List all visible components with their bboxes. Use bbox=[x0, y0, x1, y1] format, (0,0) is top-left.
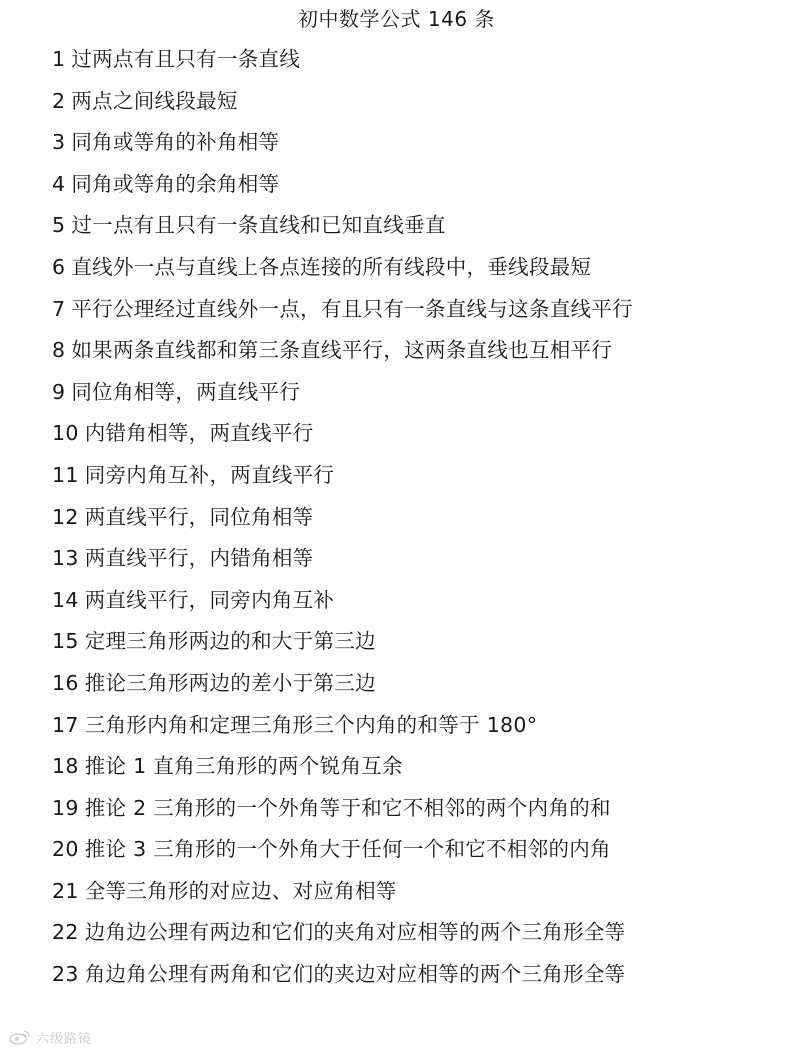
list-item bbox=[52, 500, 772, 542]
item-text: 同角或等角的补角相等 bbox=[71, 130, 280, 155]
list-item bbox=[52, 84, 772, 126]
list-item bbox=[52, 874, 772, 916]
list-item bbox=[52, 749, 772, 791]
item-text: 定理三角形两边的和大于第三边 bbox=[84, 629, 376, 654]
list-item bbox=[52, 832, 772, 874]
item-number: 6 bbox=[52, 254, 66, 279]
item-text: 两直线平行，同旁内角互补 bbox=[84, 587, 335, 612]
item-number: 12 bbox=[52, 504, 79, 529]
item-text: 直线外一点与直线上各点连接的所有线段中，垂线段最短 bbox=[71, 254, 592, 279]
item-text: 内错角相等，两直线平行 bbox=[84, 421, 314, 446]
list-item bbox=[52, 292, 772, 334]
list-item bbox=[52, 208, 772, 250]
item-text: 推论三角形两边的差小于第三边 bbox=[84, 670, 376, 695]
list-item bbox=[52, 333, 772, 375]
item-number: 2 bbox=[52, 88, 66, 113]
item-number: 17 bbox=[52, 712, 79, 737]
document-title: 初中数学公式 146 条 bbox=[298, 7, 495, 31]
item-number: 13 bbox=[52, 546, 79, 571]
item-text: 过一点有且只有一条直线和已知直线垂直 bbox=[71, 213, 446, 238]
list-item bbox=[52, 541, 772, 583]
list-item bbox=[52, 791, 772, 833]
item-text: 两直线平行，内错角相等 bbox=[84, 546, 314, 571]
list-item bbox=[52, 167, 772, 209]
item-text: 三角形内角和定理三角形三个内角的和等于 180° bbox=[84, 712, 538, 737]
item-text: 同角或等角的余角相等 bbox=[71, 171, 280, 196]
item-number: 5 bbox=[52, 213, 66, 238]
item-number: 1 bbox=[52, 47, 66, 71]
item-text: 平行公理经过直线外一点，有且只有一条直线与这条直线平行 bbox=[71, 296, 633, 321]
item-number: 15 bbox=[52, 629, 79, 654]
list-item bbox=[52, 957, 772, 999]
item-number: 9 bbox=[52, 379, 66, 404]
item-text: 两直线平行，同位角相等 bbox=[84, 504, 314, 529]
item-text: 推论 3 三角形的一个外角大于任何一个和它不相邻的内角 bbox=[84, 837, 611, 862]
list-item bbox=[52, 666, 772, 708]
list-item bbox=[52, 915, 772, 957]
watermark bbox=[8, 1026, 92, 1048]
item-number: 20 bbox=[52, 837, 79, 862]
item-number: 22 bbox=[52, 920, 79, 945]
list-item bbox=[52, 583, 772, 625]
item-number: 23 bbox=[52, 962, 79, 987]
watermark-text: 六级路镜 bbox=[36, 1031, 93, 1047]
list-item bbox=[52, 42, 772, 84]
item-number: 21 bbox=[52, 878, 79, 903]
item-text: 过两点有且只有一条直线 bbox=[71, 47, 301, 71]
item-number: 19 bbox=[52, 795, 79, 820]
list-item bbox=[52, 375, 772, 417]
item-number: 4 bbox=[52, 171, 66, 196]
list-item bbox=[52, 416, 772, 458]
item-text: 角边角公理有两角和它们的夹边对应相等的两个三角形全等 bbox=[84, 962, 626, 987]
item-text: 推论 2 三角形的一个外角等于和它不相邻的两个内角的和 bbox=[84, 795, 611, 820]
item-number: 7 bbox=[52, 296, 66, 321]
list-item bbox=[52, 624, 772, 666]
list-item bbox=[52, 125, 772, 167]
item-text: 同位角相等，两直线平行 bbox=[71, 379, 301, 404]
list-item bbox=[52, 458, 772, 500]
item-text: 如果两条直线都和第三条直线平行，这两条直线也互相平行 bbox=[71, 338, 613, 363]
list-item bbox=[52, 250, 772, 292]
formula-list bbox=[52, 42, 772, 999]
item-number: 18 bbox=[52, 754, 79, 779]
list-item bbox=[52, 708, 772, 750]
item-text: 边角边公理有两边和它们的夹角对应相等的两个三角形全等 bbox=[84, 920, 626, 945]
item-number: 11 bbox=[52, 462, 79, 487]
item-number: 3 bbox=[52, 130, 66, 155]
item-text: 两点之间线段最短 bbox=[71, 88, 238, 113]
item-text: 全等三角形的对应边、对应角相等 bbox=[84, 878, 397, 903]
item-text: 同旁内角互补，两直线平行 bbox=[84, 462, 335, 487]
item-number: 16 bbox=[52, 670, 79, 695]
item-number: 8 bbox=[52, 338, 66, 363]
item-number: 10 bbox=[52, 421, 79, 446]
weibo-logo-icon bbox=[8, 1029, 32, 1045]
item-text: 推论 1 直角三角形的两个锐角互余 bbox=[84, 754, 403, 779]
item-number: 14 bbox=[52, 587, 79, 612]
